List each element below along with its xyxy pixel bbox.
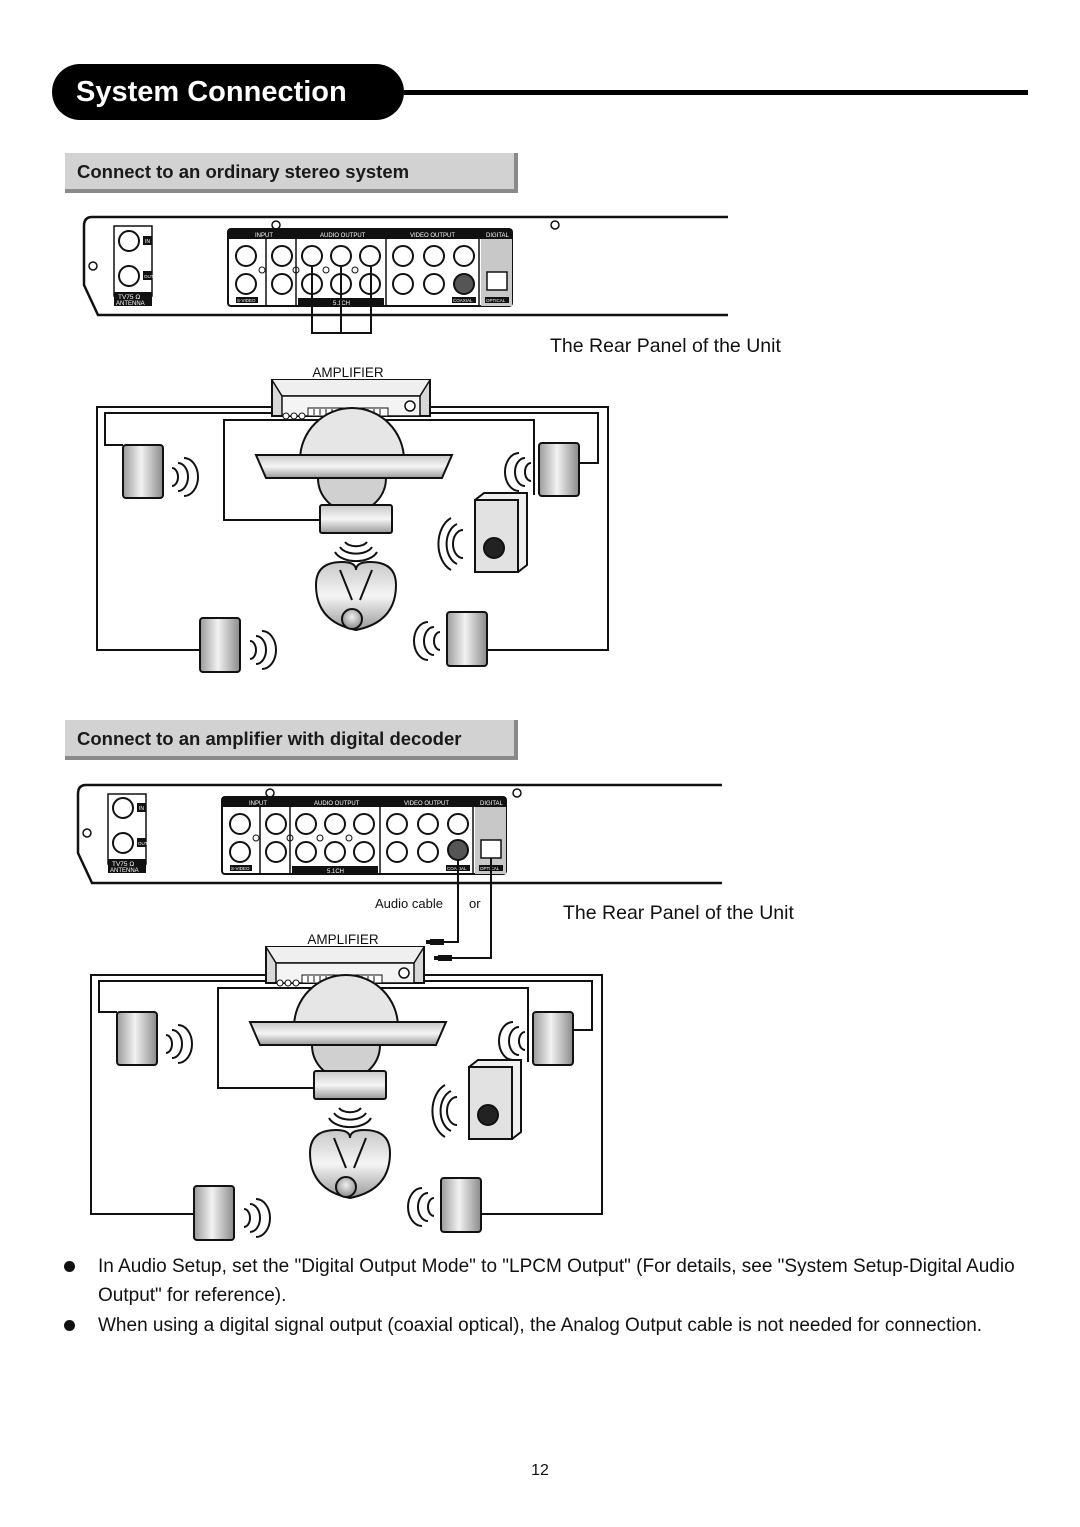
in-label: IN (145, 239, 150, 245)
front-left-speaker (123, 445, 198, 498)
tv-screen (256, 408, 452, 512)
listener-chair (316, 562, 396, 630)
out-label-2: OUT (138, 841, 148, 846)
front-right-speaker-2 (499, 1012, 573, 1065)
rear-panel-unit (84, 217, 728, 315)
coaxial-label-2: COAXIAL (447, 866, 467, 871)
notes-list (62, 1252, 1052, 1341)
note-item (62, 1311, 1052, 1340)
section-heading-stereo: Connect to an ordinary stereo system (65, 153, 518, 193)
amplifier-label: AMPLIFIER (312, 365, 384, 380)
digital-label-2: DIGITAL (480, 801, 503, 807)
front-left-speaker-2 (117, 1012, 192, 1065)
audio-output-label: AUDIO OUTPUT (320, 233, 366, 239)
digital-decoder-diagram (0, 770, 1080, 1250)
amplifier-label-2: AMPLIFIER (307, 932, 379, 947)
note-text: When using a digital signal output (coaxial optical), the Analog Output cable is not needed for connection. (98, 1315, 983, 1336)
center-speaker (320, 505, 392, 561)
section-heading-digital: Connect to an amplifier with digital decoder (65, 720, 518, 760)
rear-panel-caption-2: The Rear Panel of the Unit (563, 902, 794, 924)
optical-label-2: OPTICAL (480, 866, 500, 871)
audio-output-label-2: AUDIO OUTPUT (314, 801, 360, 807)
subwoofer-2 (432, 1060, 521, 1139)
rear-left-speaker-2 (194, 1186, 270, 1240)
stereo-connection-diagram (0, 200, 1080, 690)
rear-left-speaker (200, 618, 276, 672)
antenna-label-1: TV75 Ω (118, 294, 141, 301)
front-right-speaker (505, 443, 579, 496)
video-output-label: VIDEO OUTPUT (410, 233, 456, 239)
bullet-icon (64, 1320, 75, 1331)
tv-screen-2 (250, 975, 446, 1079)
antenna-label-1-2: TV75 Ω (112, 861, 135, 868)
rear-panel-caption-1: The Rear Panel of the Unit (550, 335, 781, 357)
page-title: System Connection (52, 64, 404, 120)
input-label-2: INPUT (249, 801, 267, 807)
ch-label: 5.1CH (333, 301, 351, 307)
coaxial-label: COAXIAL (453, 298, 473, 303)
optical-label: OPTICAL (486, 298, 506, 303)
title-rule (404, 90, 1028, 95)
audio-cable-label: Audio cable (375, 896, 443, 911)
digital-label: DIGITAL (486, 233, 509, 239)
listener-chair-2 (310, 1130, 390, 1198)
ch-label-2: 5.1CH (327, 869, 345, 875)
or-label: or (469, 896, 481, 911)
center-speaker-2 (314, 1071, 386, 1127)
page-number: 12 (531, 1462, 549, 1479)
rear-panel-unit-2 (78, 785, 722, 883)
input-label: INPUT (255, 233, 273, 239)
svideo-label: S-VIDEO (237, 298, 256, 303)
note-text: In Audio Setup, set the "Digital Output Mode" to "LPCM Output" (For details, see "System Setup-Digital Audio Output" for reference). (98, 1256, 1015, 1306)
antenna-label-2-2: ANTENNA (110, 868, 139, 874)
out-label: OUT (144, 274, 154, 279)
rear-right-speaker (414, 612, 487, 666)
subwoofer (438, 493, 527, 572)
in-label-2: IN (139, 806, 144, 812)
note-item (62, 1252, 1052, 1310)
bullet-icon (64, 1261, 75, 1272)
video-output-label-2: VIDEO OUTPUT (404, 801, 450, 807)
svideo-label-2: S-VIDEO (231, 866, 250, 871)
antenna-label-2: ANTENNA (116, 301, 145, 307)
rear-right-speaker-2 (408, 1178, 481, 1232)
